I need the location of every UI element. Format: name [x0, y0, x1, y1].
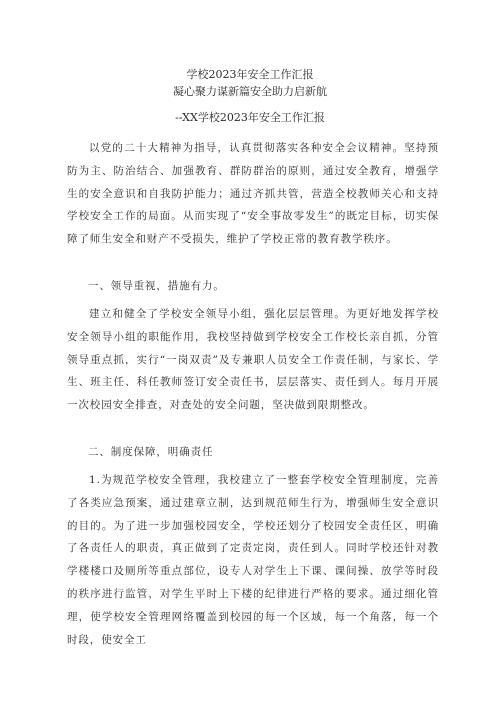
- document-title: 学校2023年安全工作汇报: [186, 68, 314, 81]
- intro-paragraph: 以党的二十大精神为指导，认真贯彻落实各种安全会议精神。坚持预防为主、防治结合、加强教育、群防群治的原则，通过安全教育，增强学生的安全意识和自我防护能力；通过齐抓共管，营造全校教师关心和支持学校安全工作的局面。从而实现了“安全事故零发生”的既定目标，切实保障了师生安全和财产不受损失，维护了学校正常的教育教学秩序。: [67, 142, 439, 246]
- section-2-paragraph: 1.为规范学校安全管理，我校建立了一整套学校安全管理制度，完善了各类应急预案，通过建章立制，达到规范师生行为，增强师生安全意识的目的。为了进一步加强校园安全，学校还划分了校园安全责任区，明确了各责任人的职责，真正做到了定责定岗，责任到人。同时学校还针对教学楼楼口及厕所等重点部位，设专人对学生上下课、课间操、放学等时段的秩序进行监管，对学生平时上下楼的纪律进行严格的要求。通过细化管理，使学校安全管理网络覆盖到校园的每一个区域，每一个角落，每一个时段，使安全工: [67, 474, 439, 646]
- section-1-paragraph: 建立和健全了学校安全领导小组，强化层层管理。为更好地发挥学校安全领导小组的职能作用，我校坚持做到学校安全工作校长亲自抓，分管领导重点抓，实行“一岗双责”及专兼职人员安全工作责任制，与家长、学生、班主任、科任教师签订安全责任书，层层落实、责任到人。每月开展一次校园安全排查，对查处的安全问题，坚决做到限期整改。: [67, 308, 439, 412]
- document-subtitle: --XX学校2023年安全工作汇报: [175, 111, 325, 124]
- document-title-line-2: 凝心聚力谋新篇安全助力启新航: [173, 85, 327, 98]
- section-1-heading: 一、领导重视，措施有力。: [88, 280, 225, 292]
- section-2-heading: 二、制度保障，明确责任: [88, 446, 214, 458]
